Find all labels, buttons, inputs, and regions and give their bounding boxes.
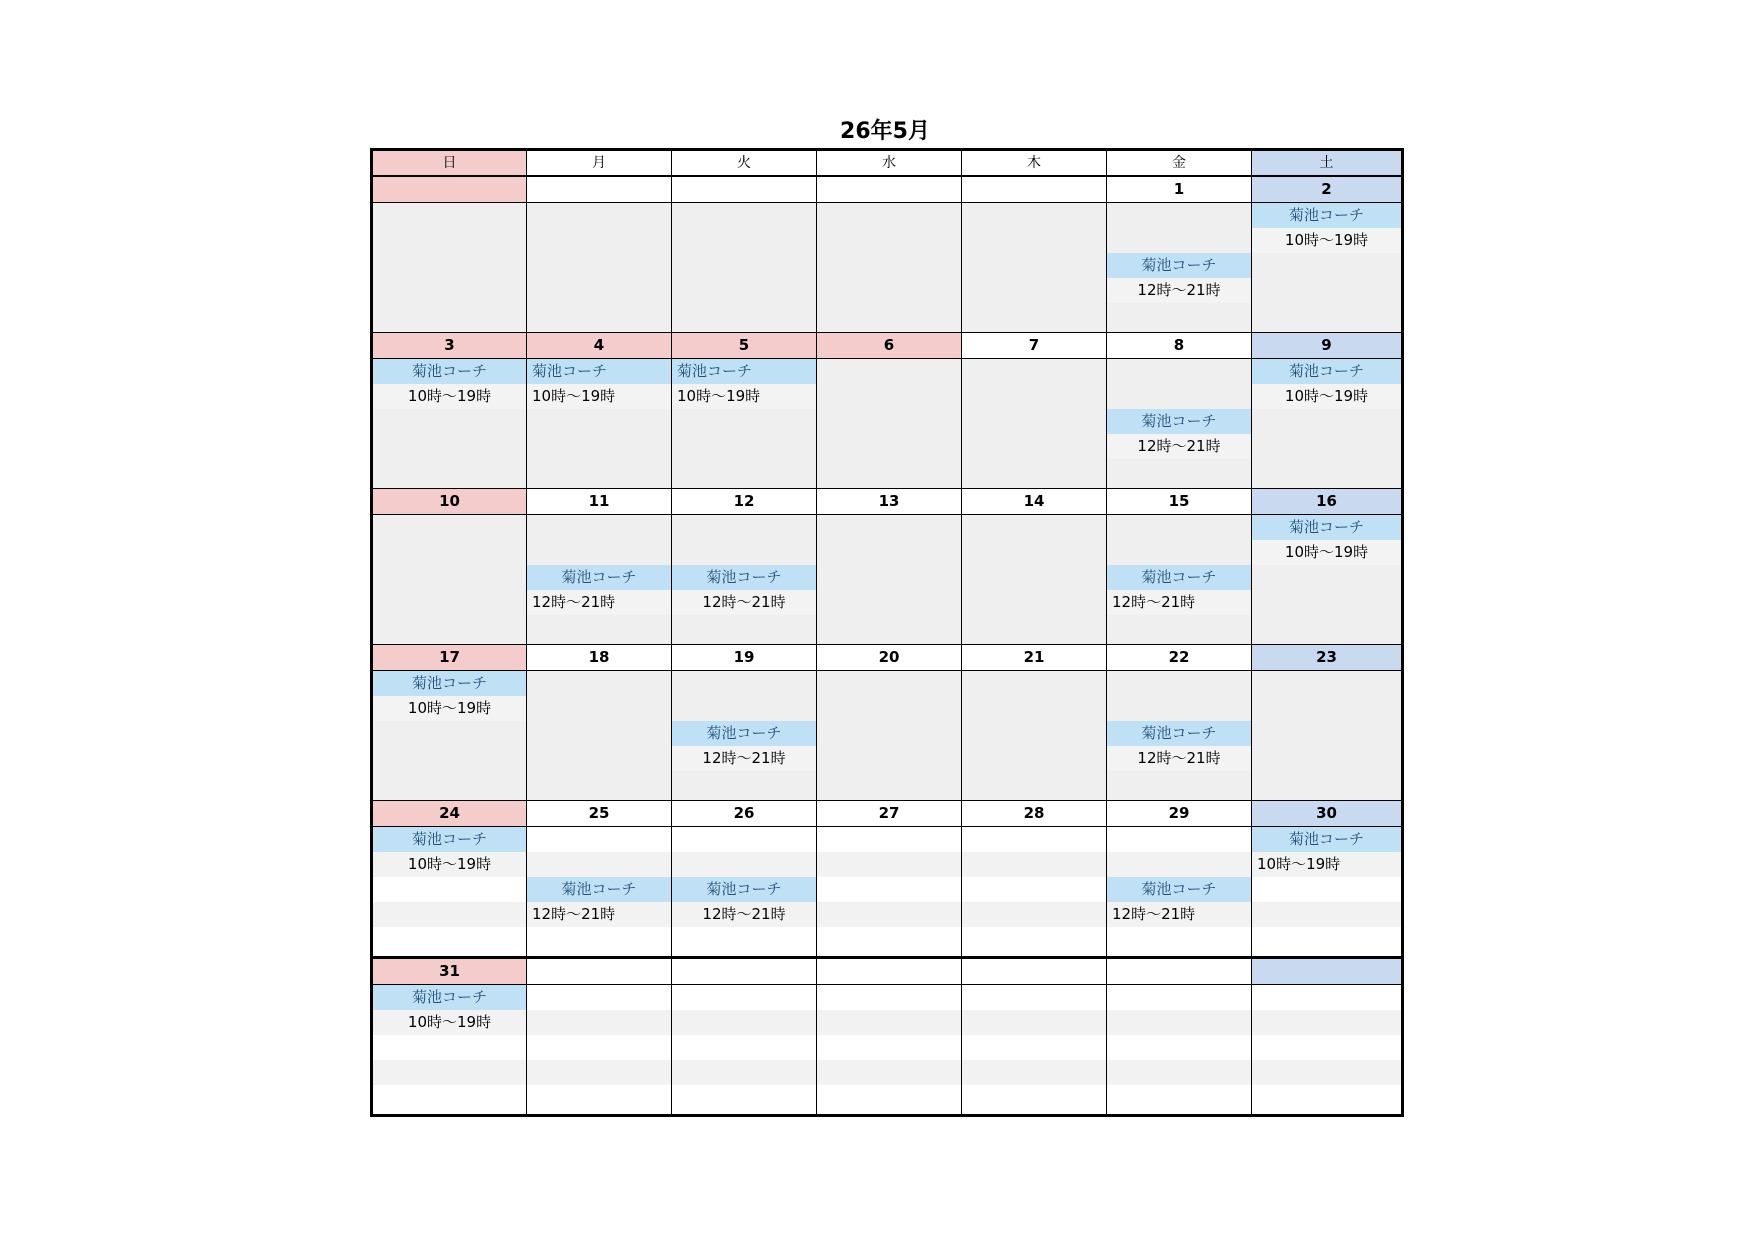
day-cell[interactable] (373, 985, 527, 1114)
day-cell[interactable] (373, 671, 527, 800)
coach-name: 菊池コーチ (1107, 253, 1251, 278)
day-cell[interactable] (817, 203, 962, 332)
day-number-empty (527, 959, 672, 984)
day-cell[interactable] (373, 203, 527, 332)
day-number: 25 (527, 801, 672, 826)
day-cell[interactable] (817, 515, 962, 644)
day-number: 19 (672, 645, 817, 670)
day-cell[interactable] (527, 203, 672, 332)
day-number: 12 (672, 489, 817, 514)
coach-name: 菊池コーチ (1252, 827, 1401, 852)
day-number: 10 (373, 489, 527, 514)
day-cell[interactable] (672, 827, 817, 956)
weekday-fri: 金 (1107, 151, 1252, 175)
weekday-wed: 水 (817, 151, 962, 175)
coach-name: 菊池コーチ (1252, 515, 1401, 540)
day-cell[interactable] (373, 515, 527, 644)
day-cell[interactable] (962, 827, 1107, 956)
day-number: 22 (1107, 645, 1252, 670)
day-number-empty (817, 177, 962, 202)
week-row (373, 801, 1401, 959)
coach-name: 菊池コーチ (373, 671, 526, 696)
shift-time: 12時～21時 (672, 746, 816, 771)
day-cell[interactable] (817, 359, 962, 488)
week-row (373, 959, 1401, 1114)
coach-name: 菊池コーチ (1252, 203, 1401, 228)
day-number: 24 (373, 801, 527, 826)
shift-time: 12時～21時 (527, 902, 671, 927)
coach-name: 菊池コーチ (672, 877, 816, 902)
day-cell[interactable] (672, 515, 817, 644)
day-number-empty (1252, 959, 1401, 984)
day-number: 18 (527, 645, 672, 670)
shift-time: 12時～21時 (1107, 590, 1251, 615)
day-number-empty (672, 177, 817, 202)
day-number: 20 (817, 645, 962, 670)
shift-time: 12時～21時 (672, 902, 816, 927)
day-cell[interactable] (1107, 671, 1252, 800)
day-cell[interactable] (962, 515, 1107, 644)
day-number: 8 (1107, 333, 1252, 358)
week-row (373, 489, 1401, 645)
day-number: 27 (817, 801, 962, 826)
calendar-title: 26年5月 (840, 119, 930, 144)
day-cell[interactable] (817, 985, 962, 1114)
day-cell[interactable] (1252, 515, 1401, 644)
day-cell[interactable] (672, 985, 817, 1114)
week-row (373, 333, 1401, 489)
day-number: 3 (373, 333, 527, 358)
day-number: 30 (1252, 801, 1401, 826)
day-number: 15 (1107, 489, 1252, 514)
day-number: 13 (817, 489, 962, 514)
day-cell[interactable] (527, 827, 672, 956)
day-number: 14 (962, 489, 1107, 514)
day-cell[interactable] (672, 359, 817, 488)
day-number: 17 (373, 645, 527, 670)
coach-name: 菊池コーチ (1107, 877, 1251, 902)
weekday-mon: 月 (527, 151, 672, 175)
day-number: 29 (1107, 801, 1252, 826)
shift-time: 10時～19時 (1252, 228, 1401, 253)
day-cell[interactable] (1107, 203, 1252, 332)
coach-name: 菊池コーチ (373, 827, 526, 852)
shift-time: 10時～19時 (1252, 540, 1401, 565)
day-cell[interactable] (962, 985, 1107, 1114)
day-cell[interactable] (817, 671, 962, 800)
day-number: 7 (962, 333, 1107, 358)
day-number-empty (962, 177, 1107, 202)
day-number: 28 (962, 801, 1107, 826)
shift-time: 12時～21時 (1107, 746, 1251, 771)
day-number: 4 (527, 333, 672, 358)
day-number: 6 (817, 333, 962, 358)
day-number: 1 (1107, 177, 1252, 202)
coach-name: 菊池コーチ (1107, 565, 1251, 590)
coach-name: 菊池コーチ (672, 565, 816, 590)
shift-time: 10時～19時 (1252, 852, 1401, 877)
day-number: 5 (672, 333, 817, 358)
coach-name: 菊池コーチ (527, 359, 671, 384)
day-cell[interactable] (1107, 515, 1252, 644)
shift-time: 10時～19時 (672, 384, 816, 409)
weekday-sat: 土 (1252, 151, 1401, 175)
day-number-empty (373, 177, 527, 202)
day-cell[interactable] (962, 671, 1107, 800)
day-cell[interactable] (1107, 359, 1252, 488)
weekday-thu: 木 (962, 151, 1107, 175)
day-number: 11 (527, 489, 672, 514)
coach-name: 菊池コーチ (373, 359, 526, 384)
shift-time: 12時～21時 (1107, 902, 1251, 927)
day-cell[interactable] (1252, 671, 1401, 800)
coach-name: 菊池コーチ (1107, 409, 1251, 434)
shift-time: 12時～21時 (672, 590, 816, 615)
shift-time: 10時～19時 (373, 384, 526, 409)
day-number: 9 (1252, 333, 1401, 358)
day-cell[interactable] (527, 671, 672, 800)
shift-time: 10時～19時 (373, 1010, 526, 1035)
weekday-tue: 火 (672, 151, 817, 175)
weekday-header-row (373, 151, 1401, 177)
coach-name: 菊池コーチ (1252, 359, 1401, 384)
coach-name: 菊池コーチ (1107, 721, 1251, 746)
day-number: 2 (1252, 177, 1401, 202)
day-cell[interactable] (817, 827, 962, 956)
week-row (373, 645, 1401, 801)
day-cell[interactable] (527, 359, 672, 488)
shift-time: 12時～21時 (1107, 278, 1251, 303)
day-number: 23 (1252, 645, 1401, 670)
day-cell[interactable] (962, 359, 1107, 488)
day-number-empty (1107, 959, 1252, 984)
day-number: 26 (672, 801, 817, 826)
day-cell[interactable] (1252, 827, 1401, 956)
coach-name: 菊池コーチ (672, 359, 816, 384)
shift-time: 10時～19時 (1252, 384, 1401, 409)
coach-name: 菊池コーチ (672, 721, 816, 746)
shift-time: 10時～19時 (373, 852, 526, 877)
shift-time: 10時～19時 (527, 384, 671, 409)
week-row (373, 177, 1401, 333)
month-calendar (370, 148, 1404, 1117)
day-number-empty (817, 959, 962, 984)
day-cell[interactable] (373, 827, 527, 956)
day-number-empty (672, 959, 817, 984)
coach-name: 菊池コーチ (527, 877, 671, 902)
day-cell[interactable] (373, 359, 527, 488)
day-number: 21 (962, 645, 1107, 670)
day-cell[interactable] (527, 515, 672, 644)
day-cell[interactable] (1252, 985, 1401, 1114)
day-cell[interactable] (672, 671, 817, 800)
coach-name: 菊池コーチ (527, 565, 671, 590)
shift-time: 12時～21時 (527, 590, 671, 615)
day-cell[interactable] (962, 203, 1107, 332)
shift-time: 12時～21時 (1107, 434, 1251, 459)
day-cell[interactable] (1252, 359, 1401, 488)
day-number-empty (527, 177, 672, 202)
day-cell[interactable] (1252, 203, 1401, 332)
coach-name: 菊池コーチ (373, 985, 526, 1010)
day-cell[interactable] (1107, 827, 1252, 956)
shift-time: 10時～19時 (373, 696, 526, 721)
weekday-sun: 日 (373, 151, 527, 175)
day-number: 31 (373, 959, 527, 984)
day-cell[interactable] (527, 985, 672, 1114)
day-cell[interactable] (672, 203, 817, 332)
day-number-empty (962, 959, 1107, 984)
day-number: 16 (1252, 489, 1401, 514)
day-cell[interactable] (1107, 985, 1252, 1114)
